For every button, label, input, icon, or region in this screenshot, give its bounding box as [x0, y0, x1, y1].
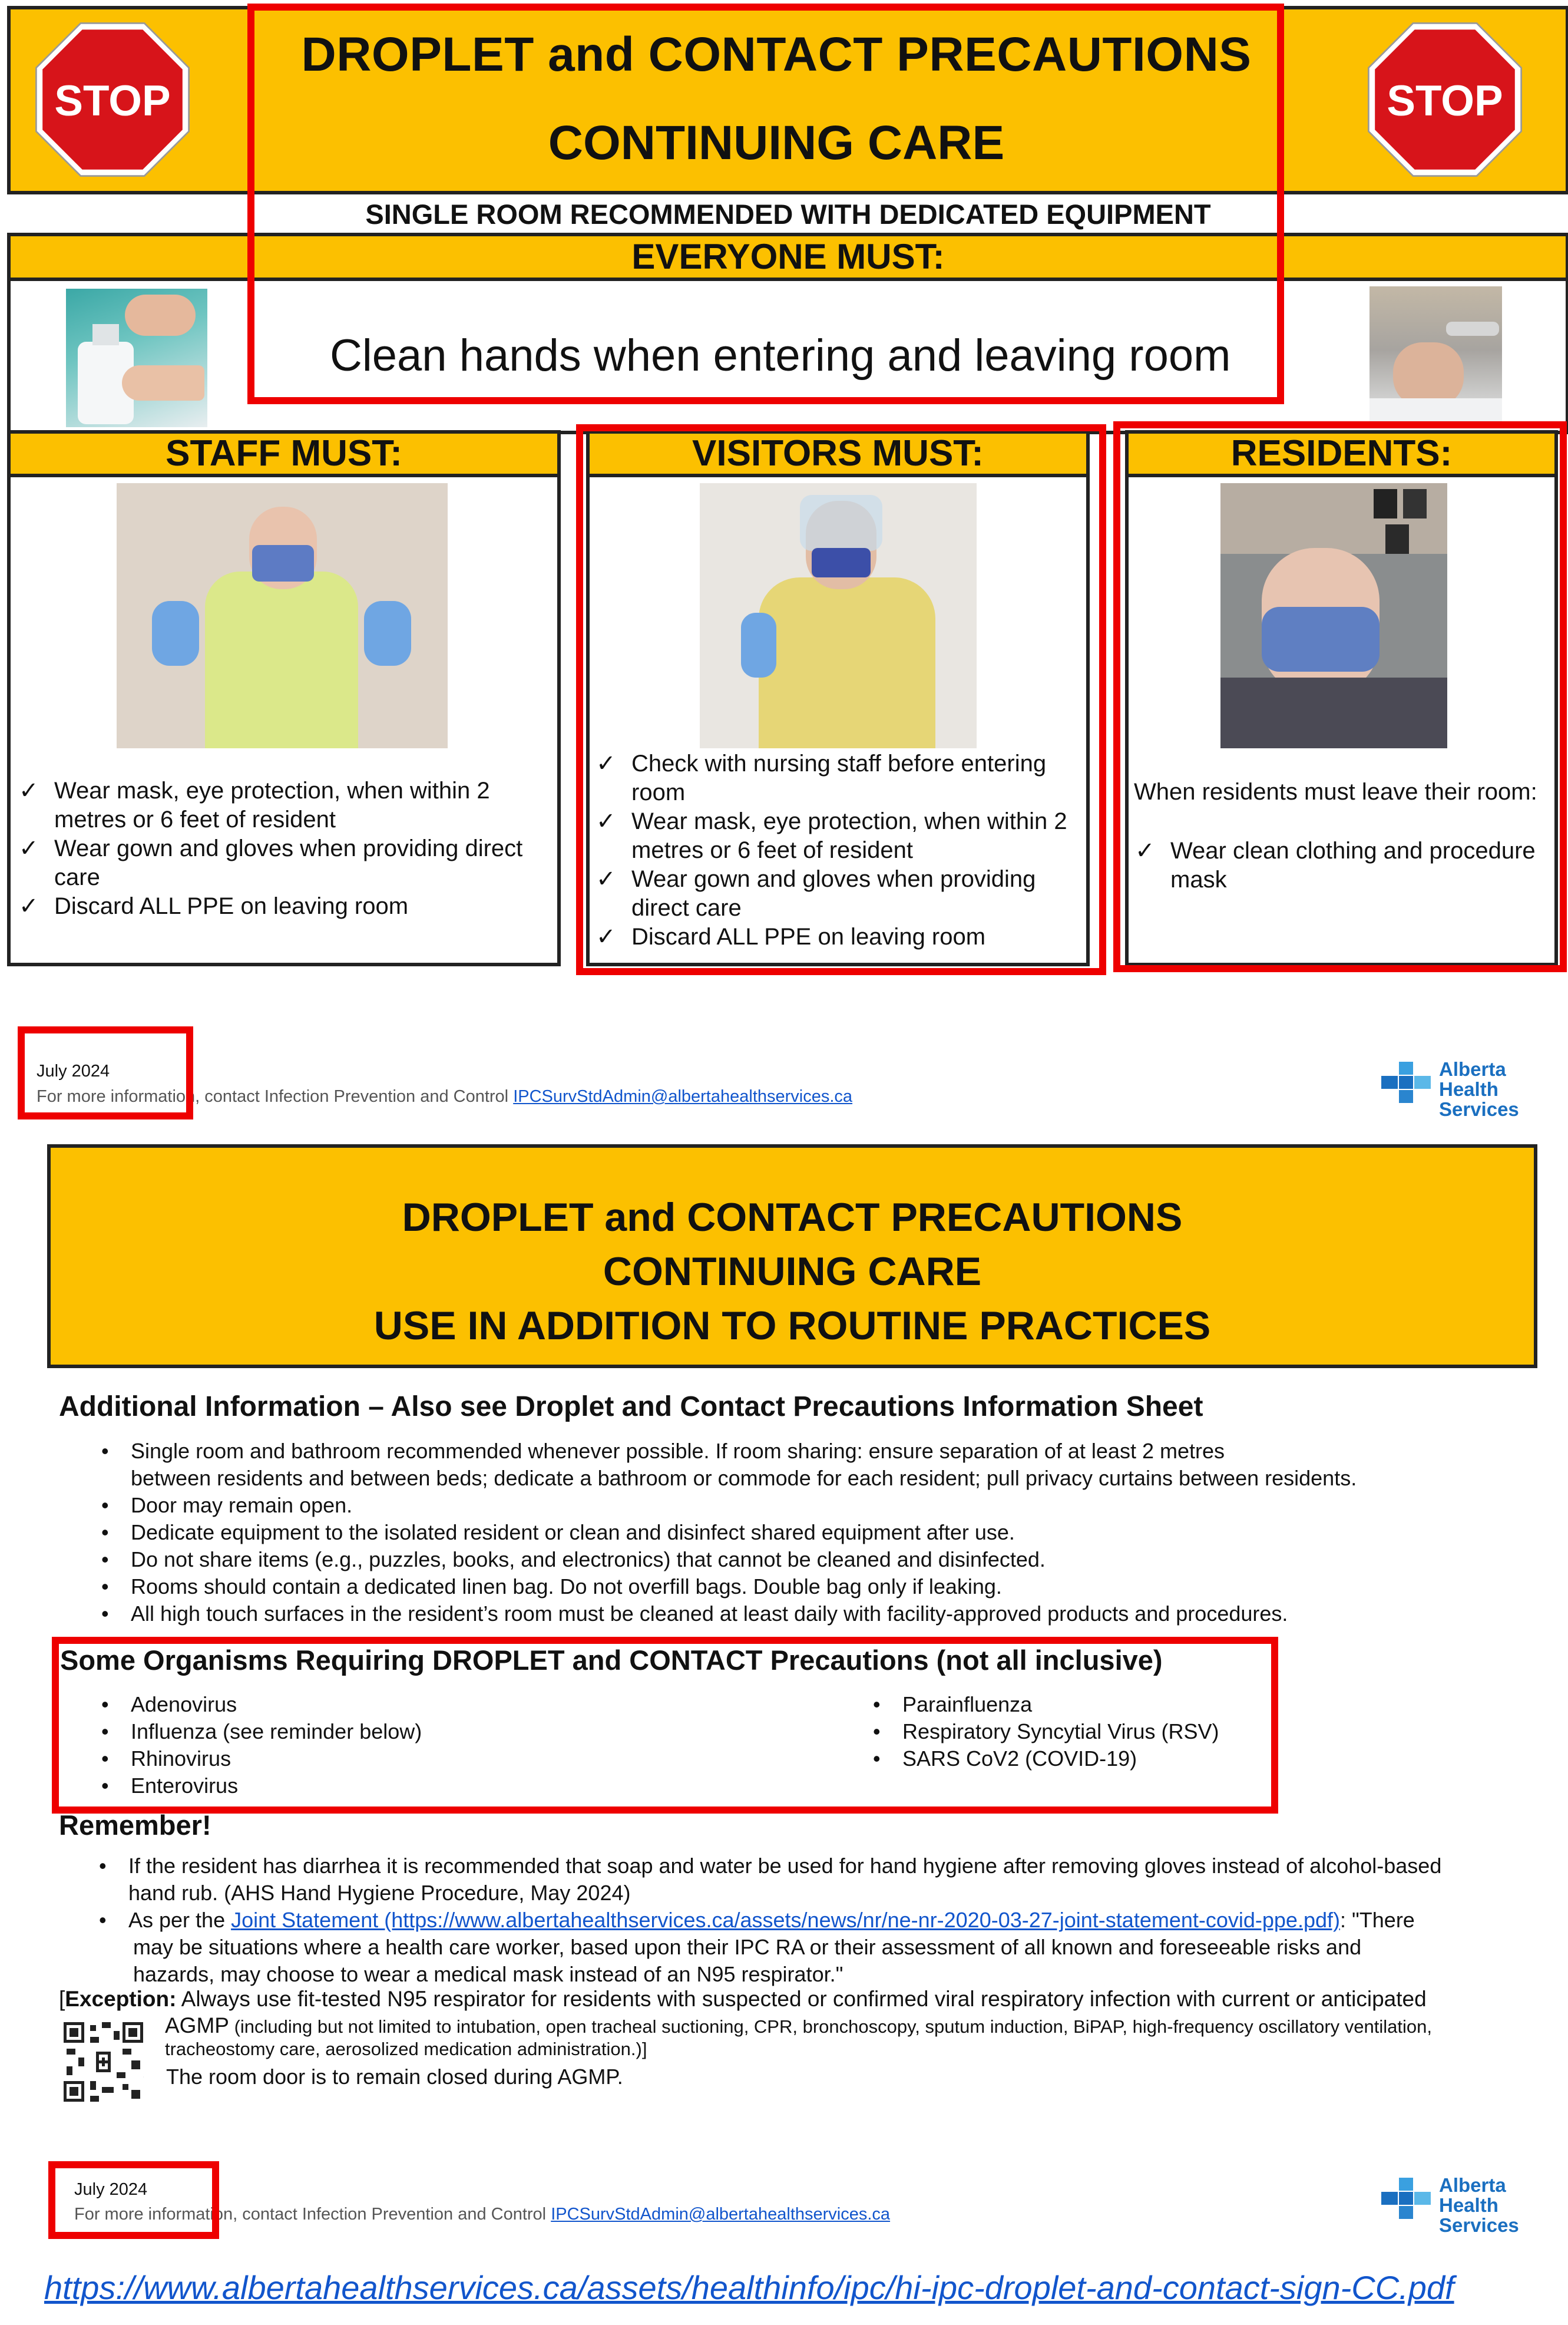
- checklist-item: ✓ Wear gown and gloves when providing direct care: [18, 834, 548, 892]
- exception-note: [59, 1986, 1543, 2013]
- footer-email-link[interactable]: IPCSurvStdAdmin@albertahealthservices.ca: [513, 1087, 853, 1106]
- list-item-continuation: hand rub. (AHS Hand Hygiene Procedure, May 2024): [128, 1881, 631, 1905]
- list-item: • Dedicate equipment to the isolated resident or clean and disinfect shared equipment after use.: [59, 1519, 1543, 1546]
- highlight-box: [52, 1637, 1278, 1814]
- remember-2-rest: : "There: [1340, 1908, 1415, 1932]
- checklist-item: ✓ Discard ALL PPE on leaving room: [18, 892, 548, 921]
- list-item: • Influenza (see reminder below): [59, 1718, 766, 1745]
- everyone-must-heading: EVERYONE MUST:: [7, 233, 1568, 281]
- ahs-logo-icon: [1381, 1062, 1434, 1103]
- highlight-box: [48, 2161, 219, 2239]
- hand-washing-photo: [1369, 286, 1502, 428]
- list-item: [57, 1907, 1541, 1934]
- remember-list: [57, 1852, 1541, 1988]
- list-item: • SARS CoV2 (COVID-19): [831, 1745, 1478, 1772]
- residents-heading: RESIDENTS:: [1125, 430, 1558, 477]
- list-item-continuation: between residents and between beds; dedicate a bathroom or commode for each resident; pull privacy curtains between residents.: [131, 1466, 1357, 1490]
- residents-intro: When residents must leave their room:: [1134, 779, 1537, 805]
- footer-more-info-text: For more information, contact Infection Prevention and Control: [37, 1087, 509, 1106]
- highlight-box: [1113, 421, 1567, 972]
- page2-title-line3: USE IN ADDITION TO ROUTINE PRACTICES: [373, 1303, 1211, 1348]
- list-item-continuation: may be situations where a health care worker, based upon their IPC RA or their assessment of all known and foreseeable risks and: [133, 1935, 1362, 1959]
- ahs-logo: [1381, 1058, 1558, 1120]
- stop-sign-icon: [1365, 20, 1524, 179]
- ahs-logo-line1: Alberta Health: [1439, 2174, 1506, 2216]
- hand-sanitizer-photo: [66, 289, 207, 427]
- svg-text:STOP: STOP: [54, 77, 171, 125]
- ahs-logo-text: [1439, 1059, 1558, 1119]
- remember-heading: Remember!: [59, 1809, 211, 1841]
- list-item: • Adenovirus: [59, 1691, 766, 1718]
- single-room-notice: SINGLE ROOM RECOMMENDED WITH DEDICATED EQUIPMENT: [365, 199, 1211, 230]
- page1-title-line1: DROPLET and CONTACT PRECAUTIONS: [301, 28, 1252, 81]
- staff-ppe-photo: [117, 483, 448, 748]
- source-url-link[interactable]: https://www.albertahealthservices.ca/assets/healthinfo/ipc/hi-ipc-droplet-and-contact-sign-CC.pdf: [44, 2269, 1454, 2306]
- exception-agmp-details-2: tracheostomy care, aerosolized medication administration.)]: [165, 2039, 647, 2059]
- qr-code-icon[interactable]: [64, 2022, 143, 2102]
- list-item: • Enterovirus: [59, 1772, 766, 1799]
- exception-door-list: [94, 2063, 1272, 2090]
- remember-2-prefix: As per the: [128, 1908, 231, 1932]
- ahs-logo-line2: Services: [1439, 2214, 1519, 2236]
- exception-agmp-details: (including but not limited to intubation, open tracheal suctioning, CPR, bronchoscopy, sputum induction, BiPAP, high-frequency oscillatory ventilation,: [229, 2016, 1432, 2037]
- list-item: • All high touch surfaces in the resident’s room must be cleaned at least daily with facility-approved products and procedures.: [59, 1600, 1543, 1627]
- list-item-continuation: hazards, may choose to wear a medical mask instead of an N95 respirator.": [133, 1962, 843, 1986]
- ahs-logo: [1381, 2174, 1558, 2236]
- list-item: • Parainfluenza: [831, 1691, 1478, 1718]
- highlight-box: [247, 4, 1284, 404]
- footer-date: July 2024: [37, 1062, 110, 1081]
- list-item: • If the resident has diarrhea it is recommended that soap and water be used for hand hygiene after removing gloves instead of alcohol-based: [57, 1852, 1541, 1880]
- additional-info-list: [59, 1438, 1543, 1627]
- list-item: • Do not share items (e.g., puzzles, books, and electronics) that cannot be cleaned and disinfected.: [59, 1546, 1543, 1573]
- page2-title-line2: CONTINUING CARE: [603, 1249, 982, 1294]
- exception-text: Always use fit-tested N95 respirator for residents with suspected or confirmed viral respiratory infection with current or anticipated: [176, 1987, 1427, 2011]
- clean-hands-instruction: Clean hands when entering and leaving room: [330, 331, 1231, 381]
- checklist-item: ✓ Wear clean clothing and procedure mask: [1134, 837, 1546, 894]
- visitors-must-heading: VISITORS MUST:: [586, 430, 1090, 477]
- additional-info-heading: Additional Information – Also see Droplet and Contact Precautions Information Sheet: [59, 1391, 1203, 1422]
- highlight-box: [576, 424, 1106, 975]
- page2-title-line1: DROPLET and CONTACT PRECAUTIONS: [402, 1195, 1183, 1240]
- stop-sign-icon: [33, 20, 192, 179]
- list-item: • Door may remain open.: [59, 1492, 1543, 1519]
- list-item: • Rooms should contain a dedicated linen bag. Do not overfill bags. Double bag only if leaking.: [59, 1573, 1543, 1600]
- organisms-heading: Some Organisms Requiring DROPLET and CONTACT Precautions (not all inclusive): [60, 1644, 1163, 1676]
- ahs-logo-icon: [1381, 2178, 1434, 2219]
- page2-header-banner: [47, 1144, 1537, 1368]
- list-item: • Single room and bathroom recommended whenever possible. If room sharing: ensure separation of at least 2 metres: [59, 1438, 1543, 1465]
- joint-statement-link[interactable]: Joint Statement (https://www.albertahealthservices.ca/assets/news/nr/ne-nr-2020-03-27-joint-statement-covid-ppe.pdf): [231, 1908, 1340, 1932]
- checklist-item: ✓ Wear mask, eye protection, when within 2 metres or 6 feet of resident: [18, 777, 548, 834]
- checklist-item: ✓ Wear gown and gloves when providing direct care: [595, 865, 1084, 923]
- footer-more-info-text: For more information, contact Infection Prevention and Control: [74, 2205, 547, 2224]
- exception-label: Exception:: [65, 1987, 177, 2011]
- list-item: • Rhinovirus: [59, 1745, 766, 1772]
- checklist-item: ✓ Wear mask, eye protection, when within 2 metres or 6 feet of resident: [595, 807, 1084, 865]
- ahs-logo-line2: Services: [1439, 1098, 1519, 1120]
- footer-date: July 2024: [74, 2180, 148, 2199]
- checklist-item: ✓ Check with nursing staff before entering room: [595, 749, 1084, 807]
- ahs-logo-text: [1439, 2175, 1558, 2235]
- exception-bracket: [: [59, 1987, 65, 2011]
- list-item: • The room door is to remain closed during AGMP.: [94, 2063, 1272, 2090]
- list-item: • Respiratory Syncytial Virus (RSV): [831, 1718, 1478, 1745]
- svg-text:STOP: STOP: [1387, 77, 1503, 125]
- page1-title-line2: CONTINUING CARE: [548, 116, 1005, 170]
- ahs-logo-line1: Alberta Health: [1439, 1058, 1506, 1100]
- footer-email-link[interactable]: IPCSurvStdAdmin@albertahealthservices.ca: [551, 2205, 891, 2224]
- exception-agmp-label: AGMP: [165, 2013, 229, 2037]
- highlight-box: [18, 1026, 193, 1119]
- staff-must-heading: STAFF MUST:: [7, 430, 561, 477]
- checklist-item: ✓ Discard ALL PPE on leaving room: [595, 923, 1084, 952]
- staff-checklist: [18, 777, 548, 921]
